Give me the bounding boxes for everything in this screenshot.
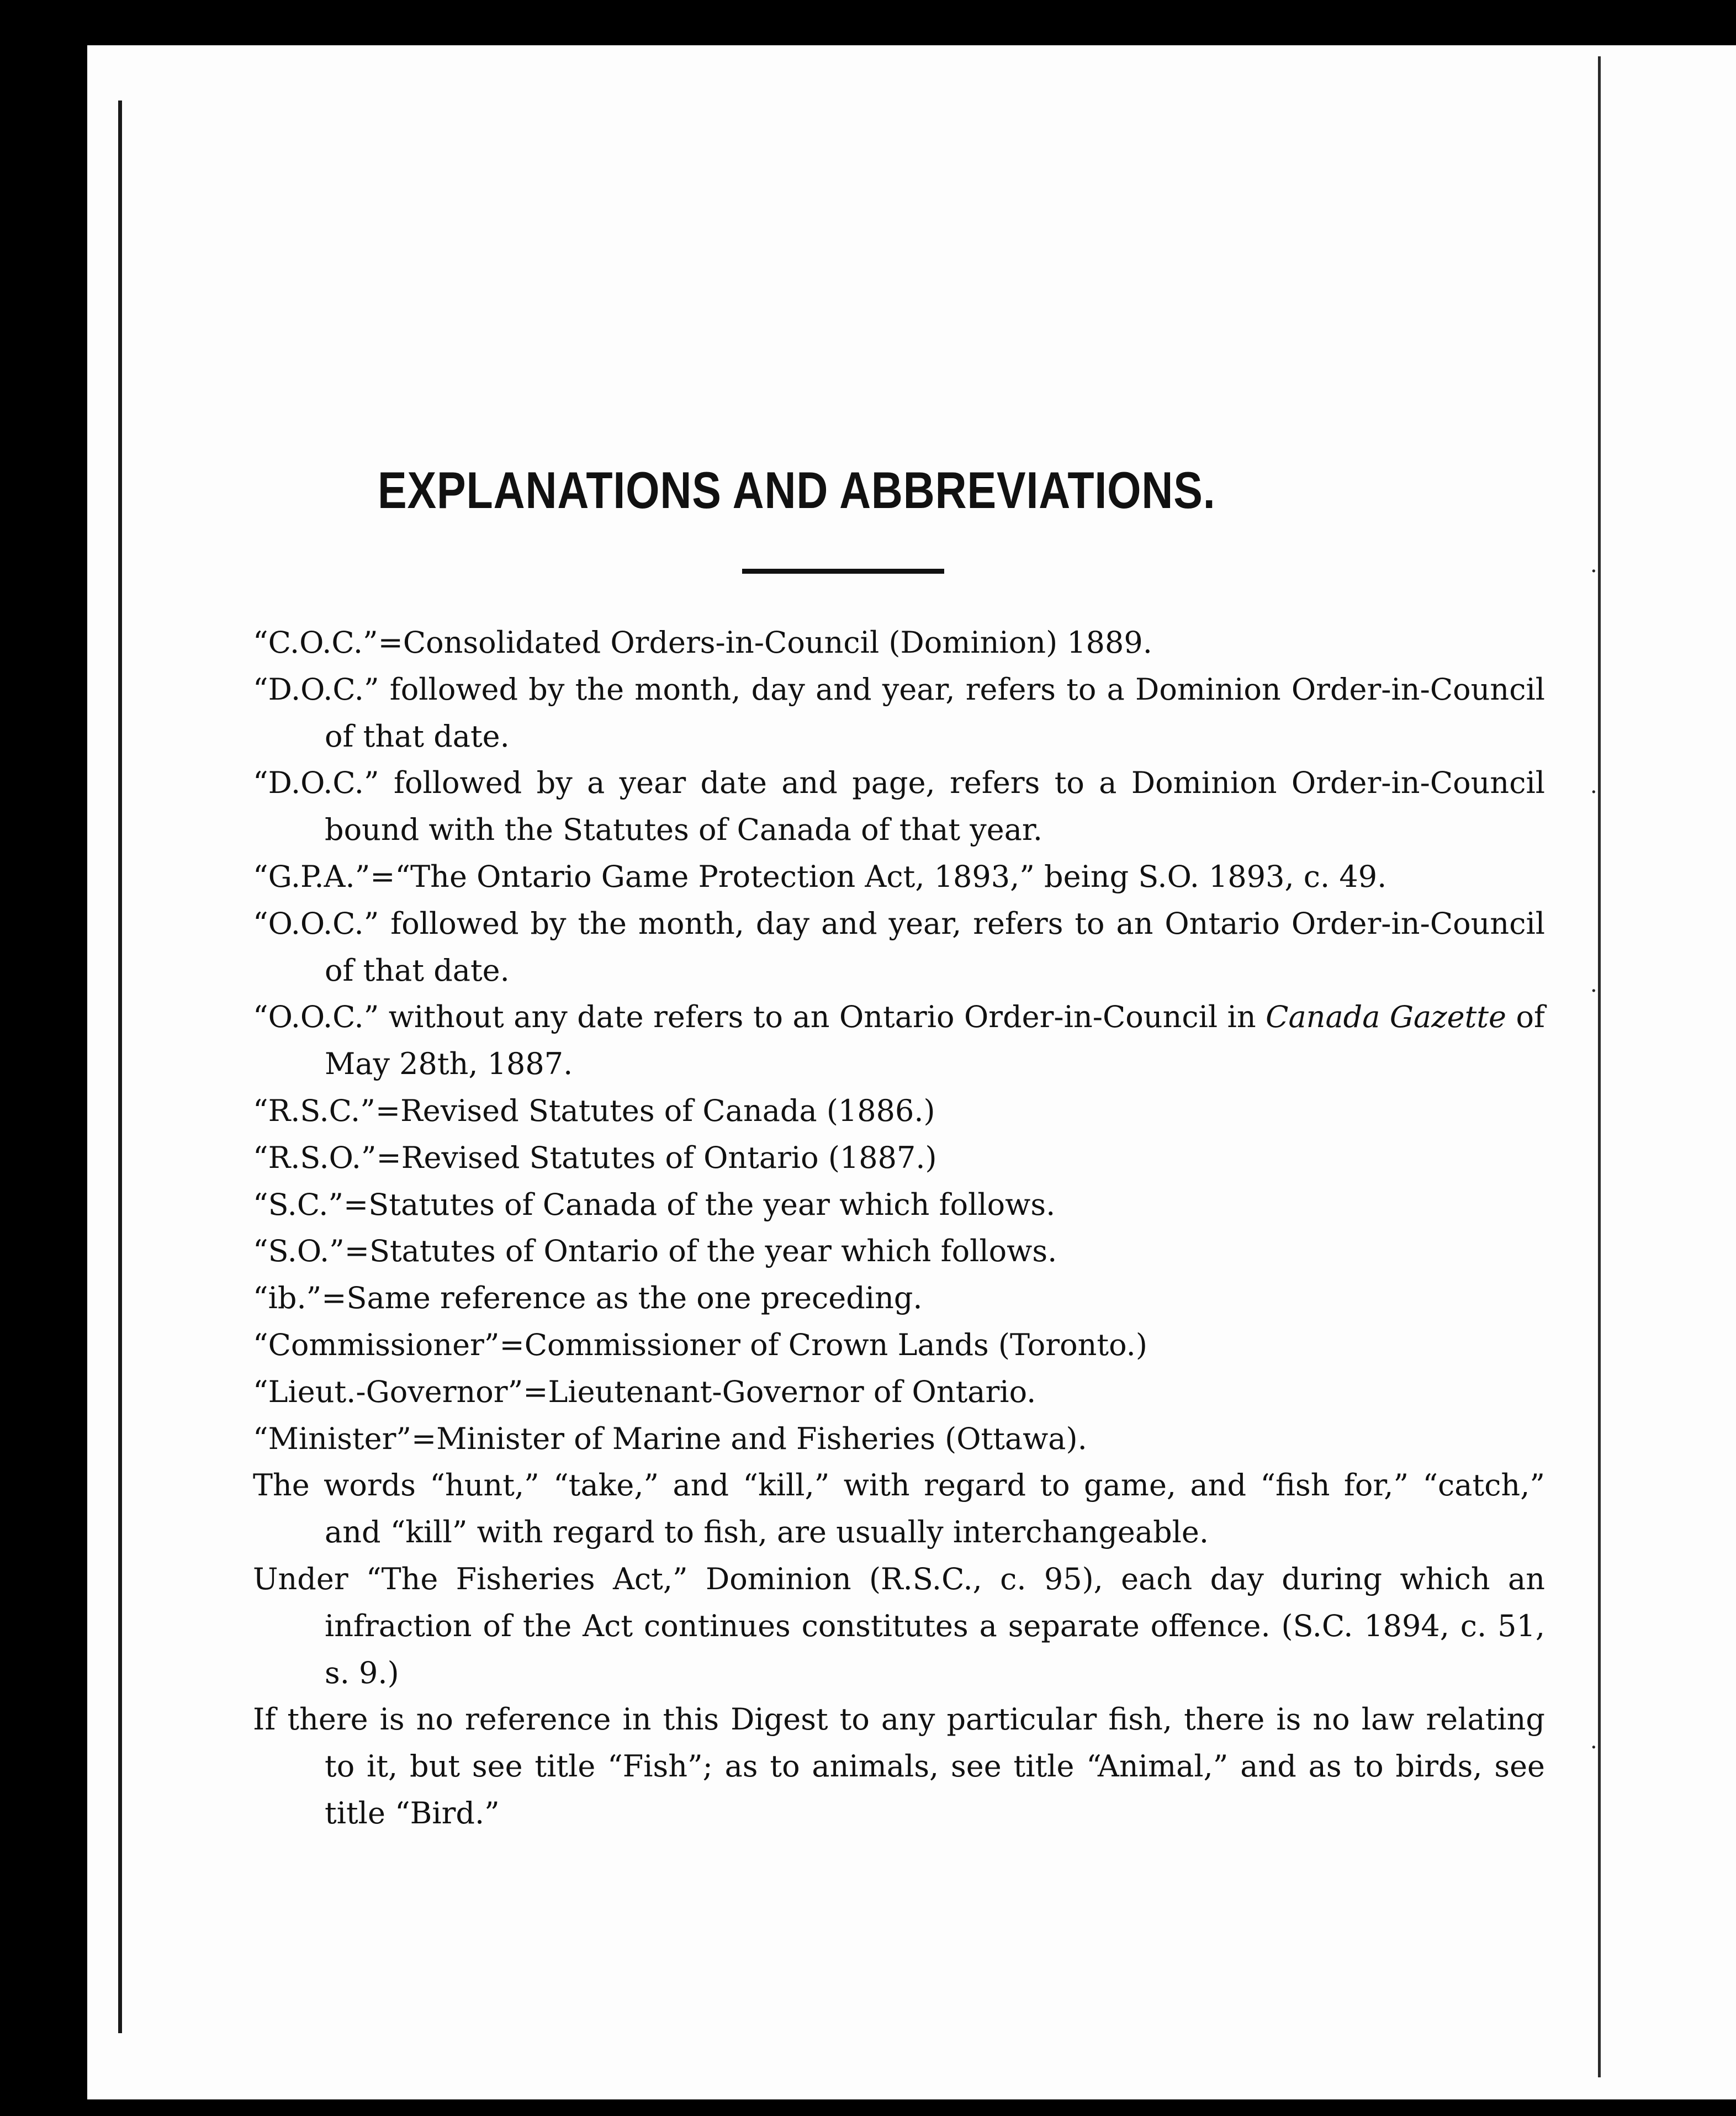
entry-text: “ib.”=Same reference as the one preceding.: [253, 1281, 923, 1316]
entry-text: “G.P.A.”=“The Ontario Game Protection Act, 1893,” being S.O. 1893, c. 49.: [253, 859, 1387, 894]
entry-text: “Commissioner”=Commissioner of Crown Lands (Toronto.): [253, 1327, 1147, 1362]
entry-text: “Minister”=Minister of Marine and Fisheries (Ottawa).: [253, 1421, 1087, 1456]
entry-text: “R.S.O.”=Revised Statutes of Ontario (1887.): [253, 1140, 937, 1175]
entry-italic-title: Canada Gazette: [1266, 999, 1506, 1035]
entry-text: “R.S.C.”=Revised Statutes of Canada (1886.): [253, 1093, 935, 1128]
entry-text: The words “hunt,” “take,” and “kill,” with regard to game, and “fish for,” “catch,” and “kill” with regard to fish, are usually interchangeable.: [253, 1468, 1545, 1550]
entry-text: “D.O.C.” followed by the month, day and year, refers to a Dominion Order-in-Council of that date.: [253, 671, 1545, 754]
title-divider: [742, 569, 944, 574]
list-item: [253, 666, 1545, 760]
list-item: [253, 1275, 1545, 1322]
list-item: [253, 620, 1545, 666]
list-item: [253, 1462, 1545, 1556]
entry-text: Under “The Fisheries Act,” Dominion (R.S.C., c. 95), each day during which an infraction of the Act continues constitutes a separate offence. (S.C. 1894, c. 51, s. 9.): [253, 1561, 1545, 1690]
entry-text: “C.O.C.”=Consolidated Orders-in-Council (Dominion) 1889.: [253, 625, 1152, 660]
page-border-rule: [118, 100, 122, 2033]
gutter-speck-mark: ·: [1590, 1735, 1597, 1760]
list-item: [253, 760, 1545, 854]
list-item: [253, 1228, 1545, 1275]
list-item: [253, 1322, 1545, 1369]
list-item: [253, 1556, 1545, 1696]
binding-gutter-rule: [1598, 56, 1601, 2077]
gutter-speck-mark: ·: [1590, 780, 1597, 805]
gutter-speck-mark: ·: [1590, 978, 1597, 1004]
list-item: [253, 854, 1545, 901]
document-page: [87, 45, 1736, 2099]
page-title: EXPLANATIONS AND ABBREVIATIONS.: [378, 461, 1216, 519]
list-item: [253, 901, 1545, 994]
entry-text: “O.O.C.” followed by the month, day and year, refers to an Ontario Order-in-Council of that date.: [253, 906, 1545, 988]
entry-tail-text: of May 28th, 1887.: [325, 999, 1545, 1082]
entry-text: “S.O.”=Statutes of Ontario of the year which follows.: [253, 1234, 1057, 1269]
abbreviation-list: [253, 620, 1545, 1837]
entry-text: “O.O.C.” without any date refers to an Ontario Order-in-Council in: [253, 999, 1256, 1035]
entry-text: “D.O.C.” followed by a year date and page, refers to a Dominion Order-in-Council bound with the Statutes of Canada of that year.: [253, 765, 1545, 848]
entry-text: If there is no reference in this Digest to any particular fish, there is no law relating to it, but see title “Fish”; as to animals, see title “Animal,” and as to birds, see title “Bird.”: [253, 1702, 1545, 1831]
gutter-speck-mark: ·: [1590, 559, 1597, 584]
list-item: [253, 1416, 1545, 1463]
list-item: [253, 1369, 1545, 1416]
list-item: [253, 1696, 1545, 1837]
entry-text: “Lieut.-Governor”=Lieutenant-Governor of Ontario.: [253, 1374, 1036, 1409]
list-item: [253, 1088, 1545, 1135]
list-item: [253, 1135, 1545, 1182]
entry-text: “S.C.”=Statutes of Canada of the year which follows.: [253, 1187, 1056, 1222]
list-item: [253, 1182, 1545, 1229]
list-item: [253, 994, 1545, 1088]
